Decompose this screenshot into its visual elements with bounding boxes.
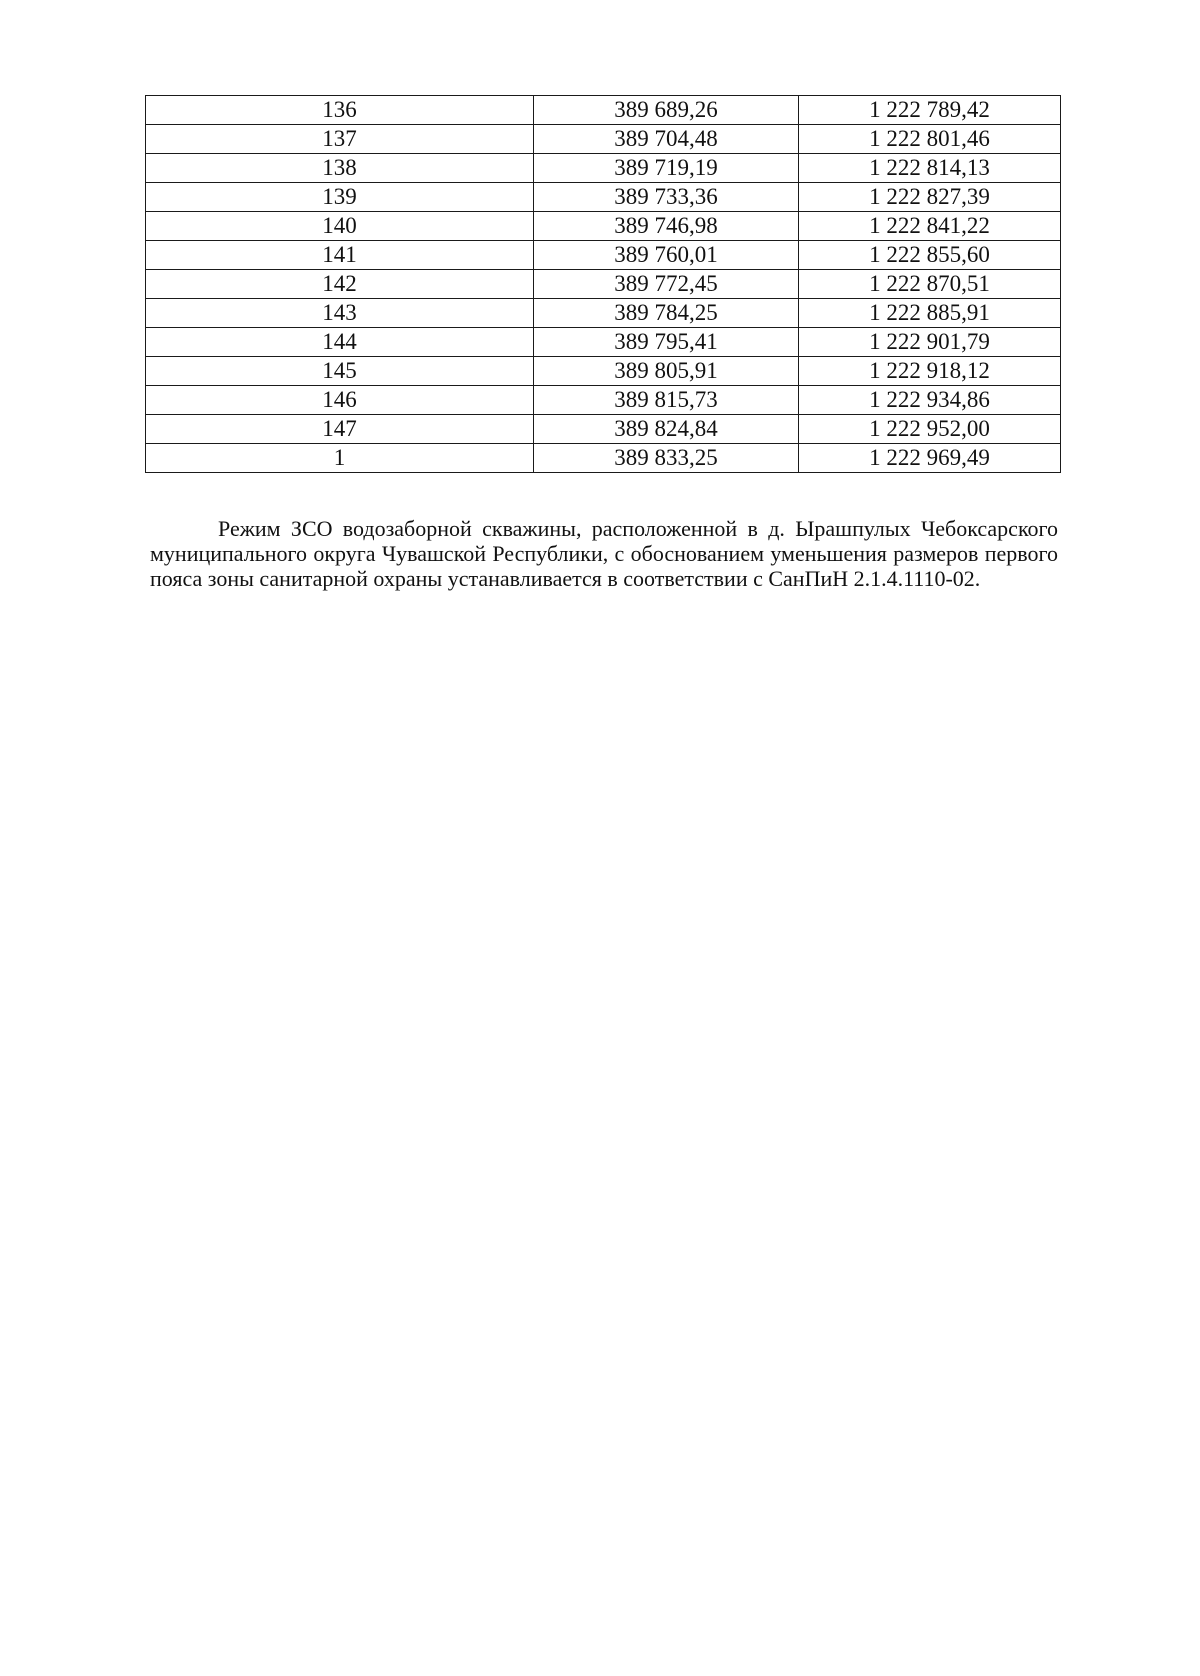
table-row <box>146 299 1061 328</box>
table-row <box>146 96 1061 125</box>
point-number-cell: 141 <box>146 241 534 270</box>
x-coordinate-cell: 389 815,73 <box>534 386 799 415</box>
table-row <box>146 212 1061 241</box>
x-coordinate-cell: 389 824,84 <box>534 415 799 444</box>
y-coordinate-cell: 1 222 801,46 <box>799 125 1061 154</box>
point-number-cell: 1 <box>146 444 534 473</box>
y-coordinate-cell: 1 222 969,49 <box>799 444 1061 473</box>
table-row <box>146 415 1061 444</box>
point-number-cell: 139 <box>146 183 534 212</box>
y-coordinate-cell: 1 222 918,12 <box>799 357 1061 386</box>
table-row <box>146 386 1061 415</box>
point-number-cell: 147 <box>146 415 534 444</box>
point-number-cell: 138 <box>146 154 534 183</box>
x-coordinate-cell: 389 733,36 <box>534 183 799 212</box>
y-coordinate-cell: 1 222 789,42 <box>799 96 1061 125</box>
table-row <box>146 154 1061 183</box>
y-coordinate-cell: 1 222 870,51 <box>799 270 1061 299</box>
coordinates-table-body <box>146 96 1061 473</box>
y-coordinate-cell: 1 222 934,86 <box>799 386 1061 415</box>
y-coordinate-cell: 1 222 827,39 <box>799 183 1061 212</box>
table-row <box>146 328 1061 357</box>
point-number-cell: 140 <box>146 212 534 241</box>
point-number-cell: 143 <box>146 299 534 328</box>
table-row <box>146 241 1061 270</box>
point-number-cell: 145 <box>146 357 534 386</box>
x-coordinate-cell: 389 760,01 <box>534 241 799 270</box>
x-coordinate-cell: 389 772,45 <box>534 270 799 299</box>
table-row <box>146 444 1061 473</box>
y-coordinate-cell: 1 222 814,13 <box>799 154 1061 183</box>
point-number-cell: 136 <box>146 96 534 125</box>
x-coordinate-cell: 389 805,91 <box>534 357 799 386</box>
x-coordinate-cell: 389 795,41 <box>534 328 799 357</box>
y-coordinate-cell: 1 222 952,00 <box>799 415 1061 444</box>
body-paragraph: Режим ЗСО водозаборной скважины, расположенной в д. Ырашпулых Чебоксарского муниципального округа Чувашской Республики, с обоснованием уменьшения размеров первого пояса зоны санитарной охраны устанавливается в соответствии с СанПиН 2.1.4.1110-02. <box>150 516 1058 591</box>
point-number-cell: 146 <box>146 386 534 415</box>
table-row <box>146 183 1061 212</box>
y-coordinate-cell: 1 222 901,79 <box>799 328 1061 357</box>
x-coordinate-cell: 389 746,98 <box>534 212 799 241</box>
x-coordinate-cell: 389 704,48 <box>534 125 799 154</box>
point-number-cell: 142 <box>146 270 534 299</box>
coordinates-table <box>145 95 1061 473</box>
y-coordinate-cell: 1 222 885,91 <box>799 299 1061 328</box>
y-coordinate-cell: 1 222 855,60 <box>799 241 1061 270</box>
x-coordinate-cell: 389 719,19 <box>534 154 799 183</box>
point-number-cell: 137 <box>146 125 534 154</box>
point-number-cell: 144 <box>146 328 534 357</box>
table-row <box>146 125 1061 154</box>
table-row <box>146 270 1061 299</box>
table-row <box>146 357 1061 386</box>
x-coordinate-cell: 389 784,25 <box>534 299 799 328</box>
x-coordinate-cell: 389 689,26 <box>534 96 799 125</box>
x-coordinate-cell: 389 833,25 <box>534 444 799 473</box>
y-coordinate-cell: 1 222 841,22 <box>799 212 1061 241</box>
